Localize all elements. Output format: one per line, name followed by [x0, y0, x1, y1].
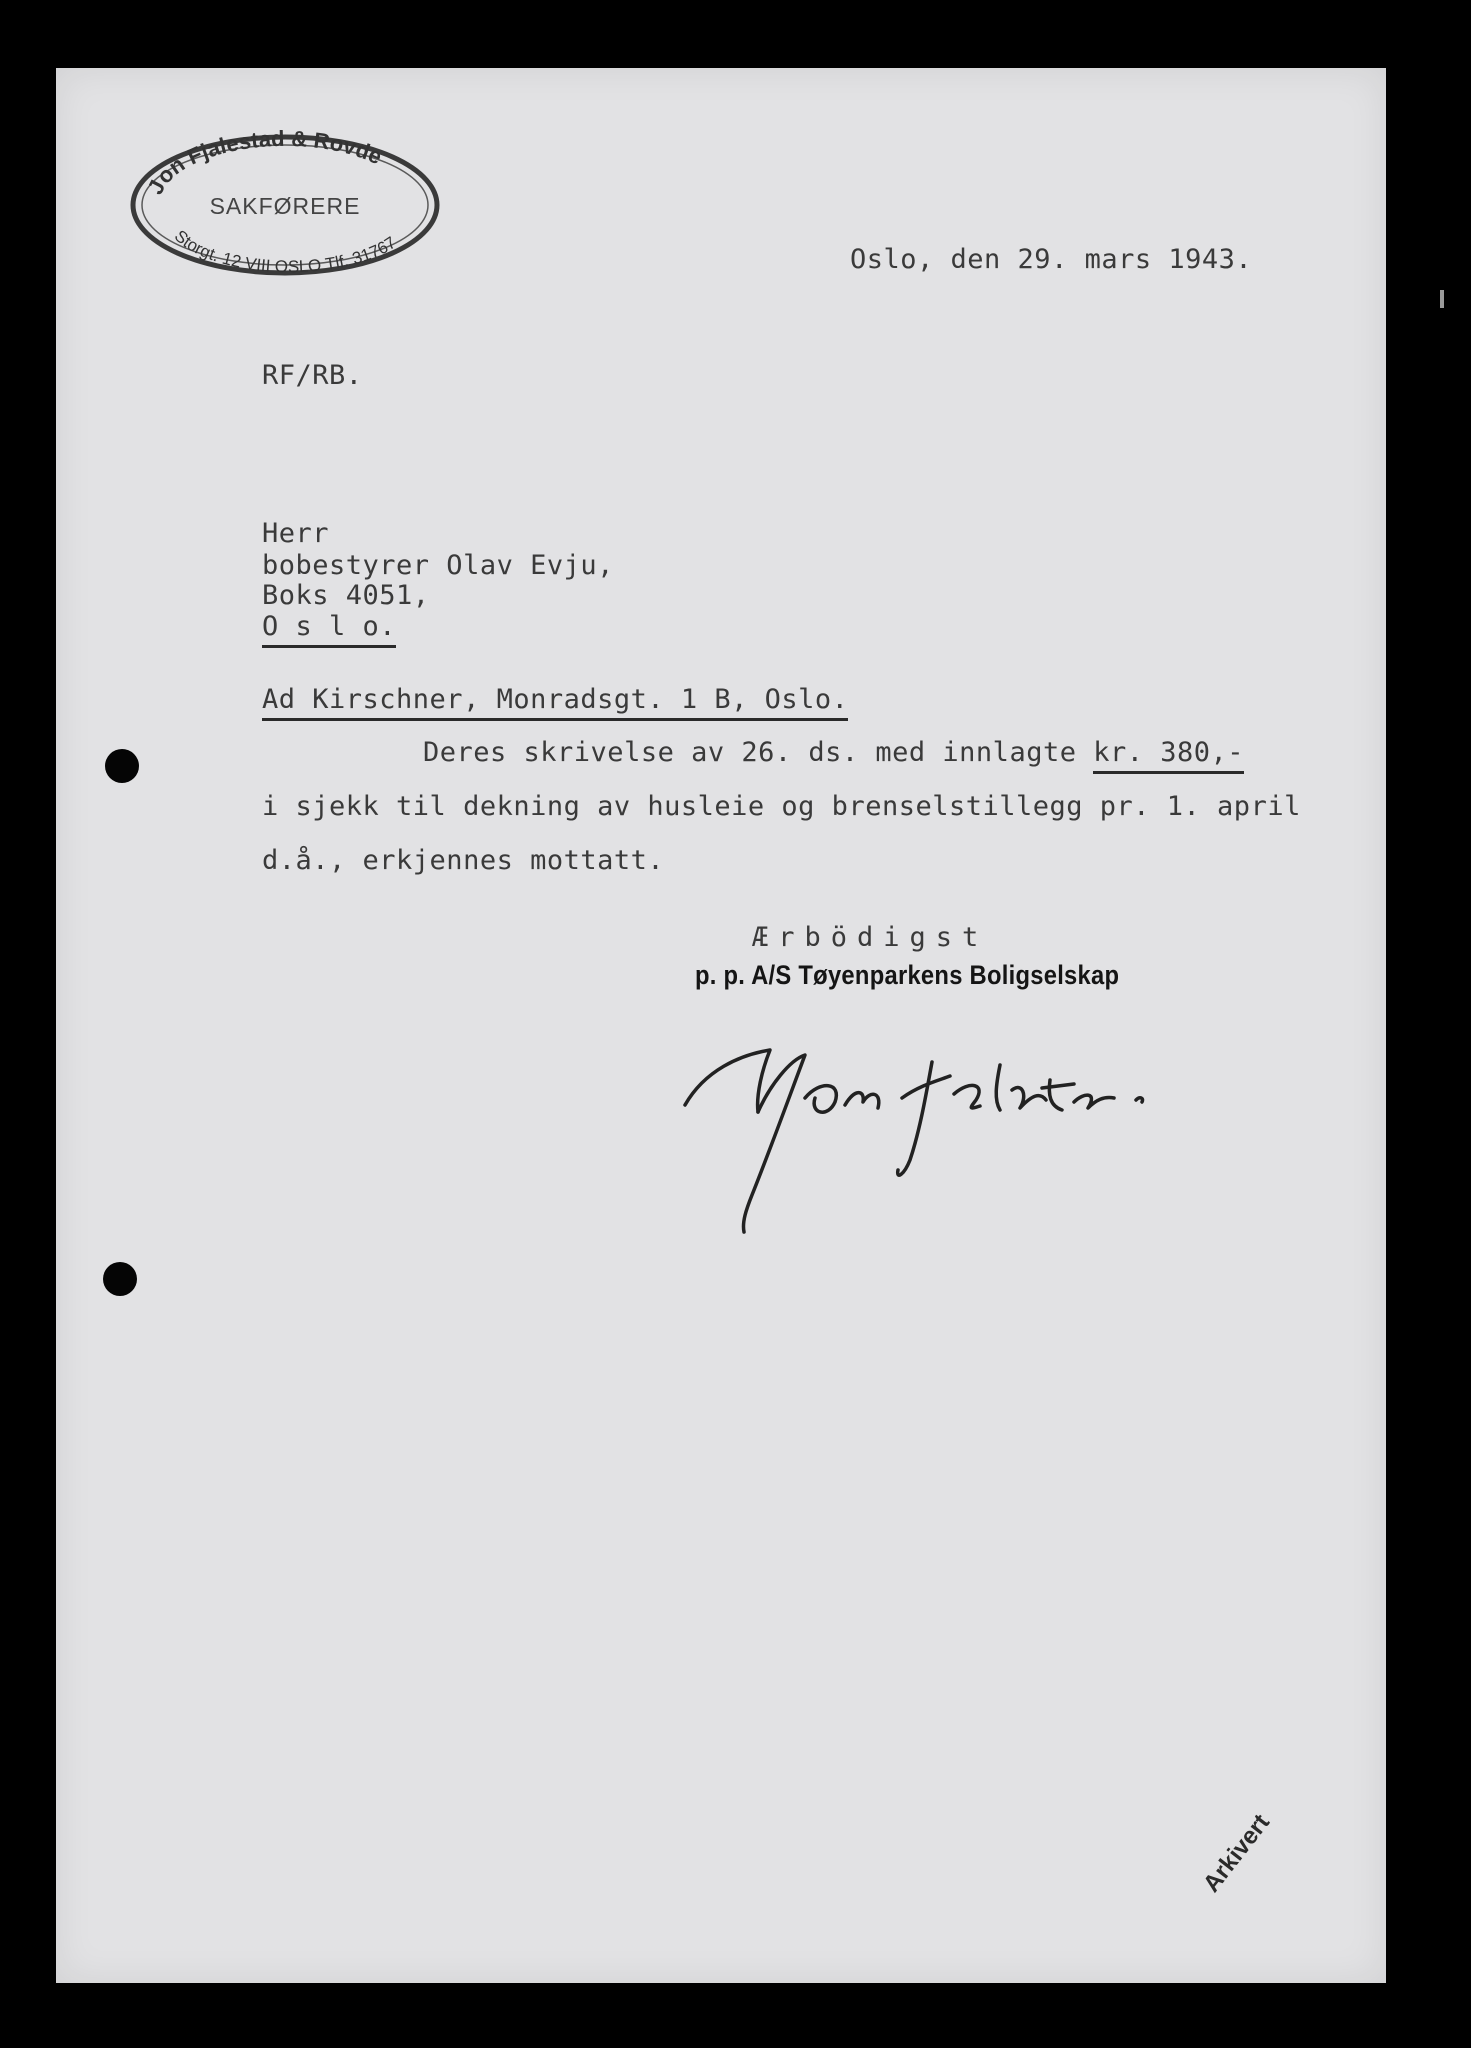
- stamp-middle-text: SAKFØRERE: [209, 193, 361, 219]
- recipient-salutation: Herr: [262, 518, 330, 549]
- recipient-city: O s l o.: [262, 611, 396, 648]
- stamp-top-text: Jon Fjalestad & Rovde: [142, 130, 386, 199]
- body-line-1-text: Deres skrivelse av 26. ds. med innlagte: [423, 737, 1094, 768]
- body-line-3: d.å., erkjennes mottatt.: [262, 845, 665, 876]
- reference-initials: RF/RB.: [262, 360, 363, 391]
- company-stamp: p. p. A/S Tøyenparkens Boligselskap: [695, 960, 1120, 990]
- law-firm-stamp: [125, 130, 445, 280]
- punch-hole-upper: [105, 749, 139, 783]
- punch-hole-lower: [103, 1262, 137, 1296]
- signature: [670, 1010, 1250, 1250]
- page-edge-mark: [1440, 290, 1444, 308]
- body-line-2: i sjekk til dekning av husleie og brenselstillegg pr. 1. april: [262, 791, 1301, 822]
- recipient-name: bobestyrer Olav Evju,: [262, 550, 614, 581]
- amount: kr. 380,-: [1093, 737, 1244, 774]
- stamp-bottom-text: Storgt. 12 VIII OSLO Tlf. 31767: [170, 226, 400, 277]
- subject-line: Ad Kirschner, Monradsgt. 1 B, Oslo.: [262, 684, 848, 721]
- date-line: Oslo, den 29. mars 1943.: [850, 244, 1253, 275]
- body-line-1: [423, 737, 1244, 768]
- recipient-box: Boks 4051,: [262, 580, 430, 611]
- closing: Ærbödigst: [752, 922, 989, 953]
- archive-stamp: Arkivert: [1197, 1809, 1276, 1898]
